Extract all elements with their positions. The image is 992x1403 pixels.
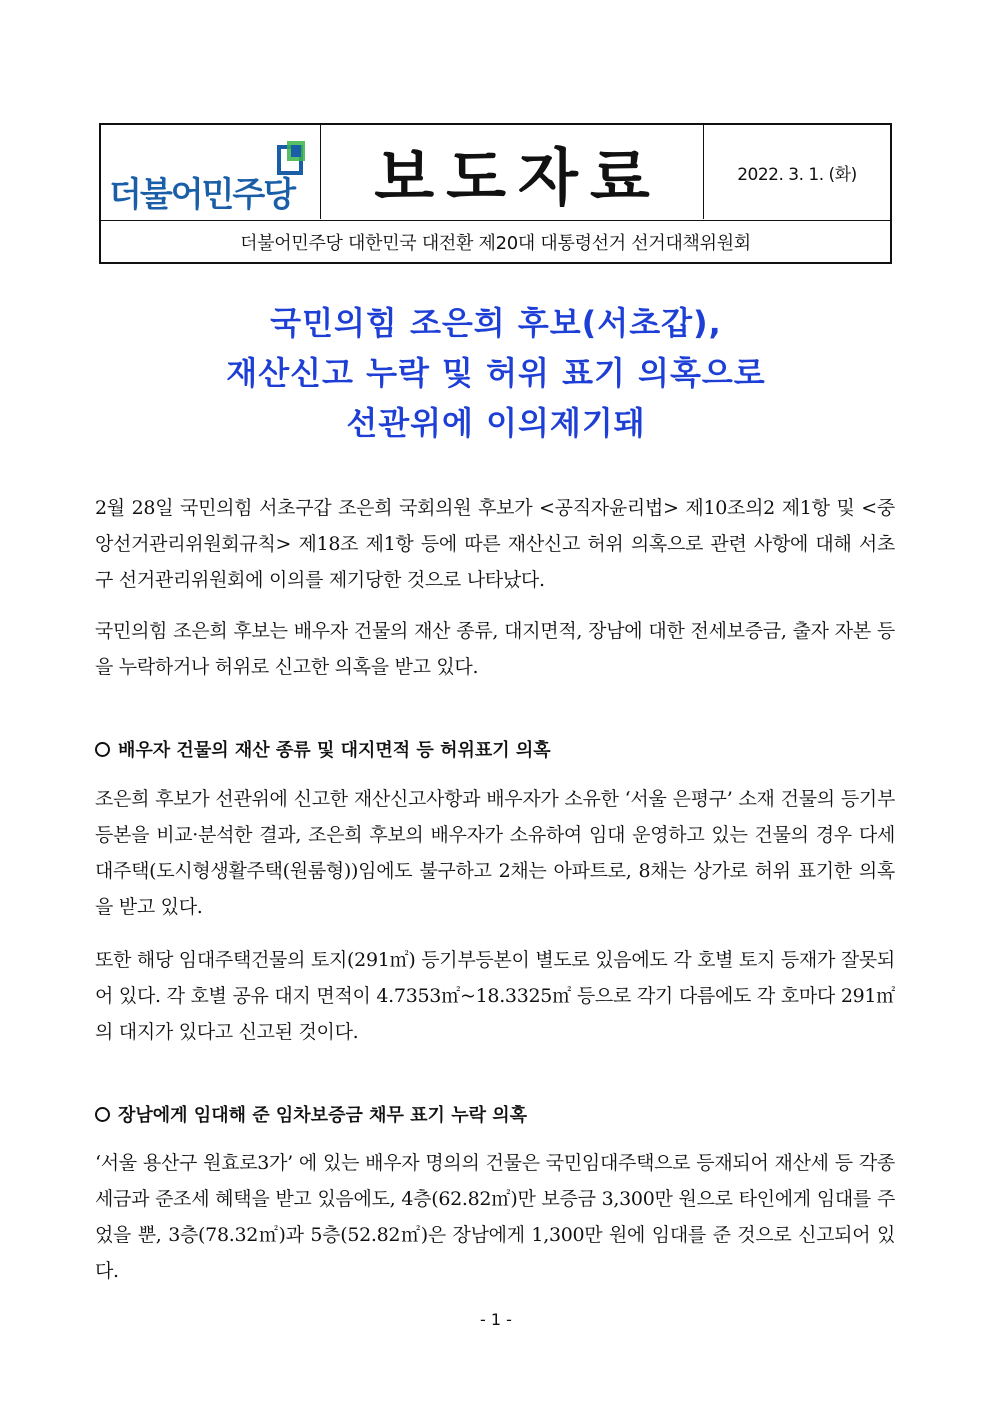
logo-cell: [101, 125, 321, 219]
date-cell: [704, 125, 890, 219]
headline-line-2: 재산신고 누락 및 허위 표기 의혹으로: [226, 354, 766, 392]
intro-paragraph-1: 2월 28일 국민의힘 서초구갑 조은희 국회의원 후보가 <공직자윤리법> 제10조의2 제1항 및 <중앙선거관리위원회규칙> 제18조 제1항 등에 따른 재산신고 허위 의혹으로 관련 사항에 대해 서초구 선거관리위원회에 이의를 제기당한 것으로 나타났다.: [95, 497, 895, 591]
headline: [60, 298, 932, 448]
organization-name: 더불어민주당 대한민국 대전환 제20대 대통령선거 선거대책위원회: [240, 232, 751, 254]
section-1-heading-text: 배우자 건물의 재산 종류 및 대지면적 등 허위표기 의혹: [118, 740, 551, 761]
section-1-paragraph-2: 또한 해당 임대주택건물의 토지(291㎡) 등기부등본이 별도로 있음에도 각 호별 토지 등재가 잘못되어 있다. 각 호별 공유 대지 면적이 4.7353㎡~18.3325㎡ 등으로 각기 다름에도 각 호마다 291㎡의 대지가 있다고 신고된 것이다.: [95, 949, 895, 1043]
intro-paragraph-2: 국민의힘 조은희 후보는 배우자 건물의 재산 종류, 대지면적, 장남에 대한 전세보증금, 출자 자본 등을 누락하거나 허위로 신고한 의혹을 받고 있다.: [95, 620, 895, 678]
page-number: - 1 -: [480, 1310, 512, 1329]
header-org-row: [101, 221, 890, 262]
headline-line-3: 선관위에 이의제기돼: [346, 404, 646, 442]
release-date: 2022. 3. 1. (화): [737, 164, 857, 185]
section-2-heading-text: 장남에게 임대해 준 임차보증금 채무 표기 누락 의혹: [118, 1105, 528, 1126]
headline-line-1: 국민의힘 조은희 후보(서초갑),: [270, 304, 722, 342]
press-header-box: [99, 123, 892, 264]
section-1-paragraph-1: 조은희 후보가 선관위에 신고한 재산신고사항과 배우자가 소유한 ‘서울 은평구’ 소재 건물의 등기부등본을 비교·분석한 결과, 조은희 후보의 배우자가 소유하여 임대 운영하고 있는 건물의 경우 다세대주택(도시형생활주택(원룸형))임에도 불구하고 2채는 아파트로, 8채는 상가로 허위 표기한 의혹을 받고 있다.: [95, 788, 895, 918]
section-2-heading: [95, 1101, 895, 1127]
title-cell: [321, 125, 704, 219]
press-release-title: 보도자료: [374, 140, 662, 214]
header-top-row: [101, 125, 890, 221]
bullet-circle-icon: [95, 742, 110, 757]
section-1-heading: [95, 736, 895, 762]
section-2-paragraph-1: ‘서울 용산구 원효로3가’ 에 있는 배우자 명의의 건물은 국민임대주택으로 등재되어 재산세 등 각종 세금과 준조세 혜택을 받고 있음에도, 4층(62.82㎡)만 보증금 3,300만 원으로 타인에게 임대를 주었을 뿐, 3층(78.32㎡)과 5층(52.82㎡)은 장남에게 1,300만 원에 임대를 준 것으로 신고되어 있다.: [95, 1152, 895, 1282]
bullet-circle-icon: [95, 1107, 110, 1122]
party-logo-text: 더불어민주당: [109, 175, 295, 215]
